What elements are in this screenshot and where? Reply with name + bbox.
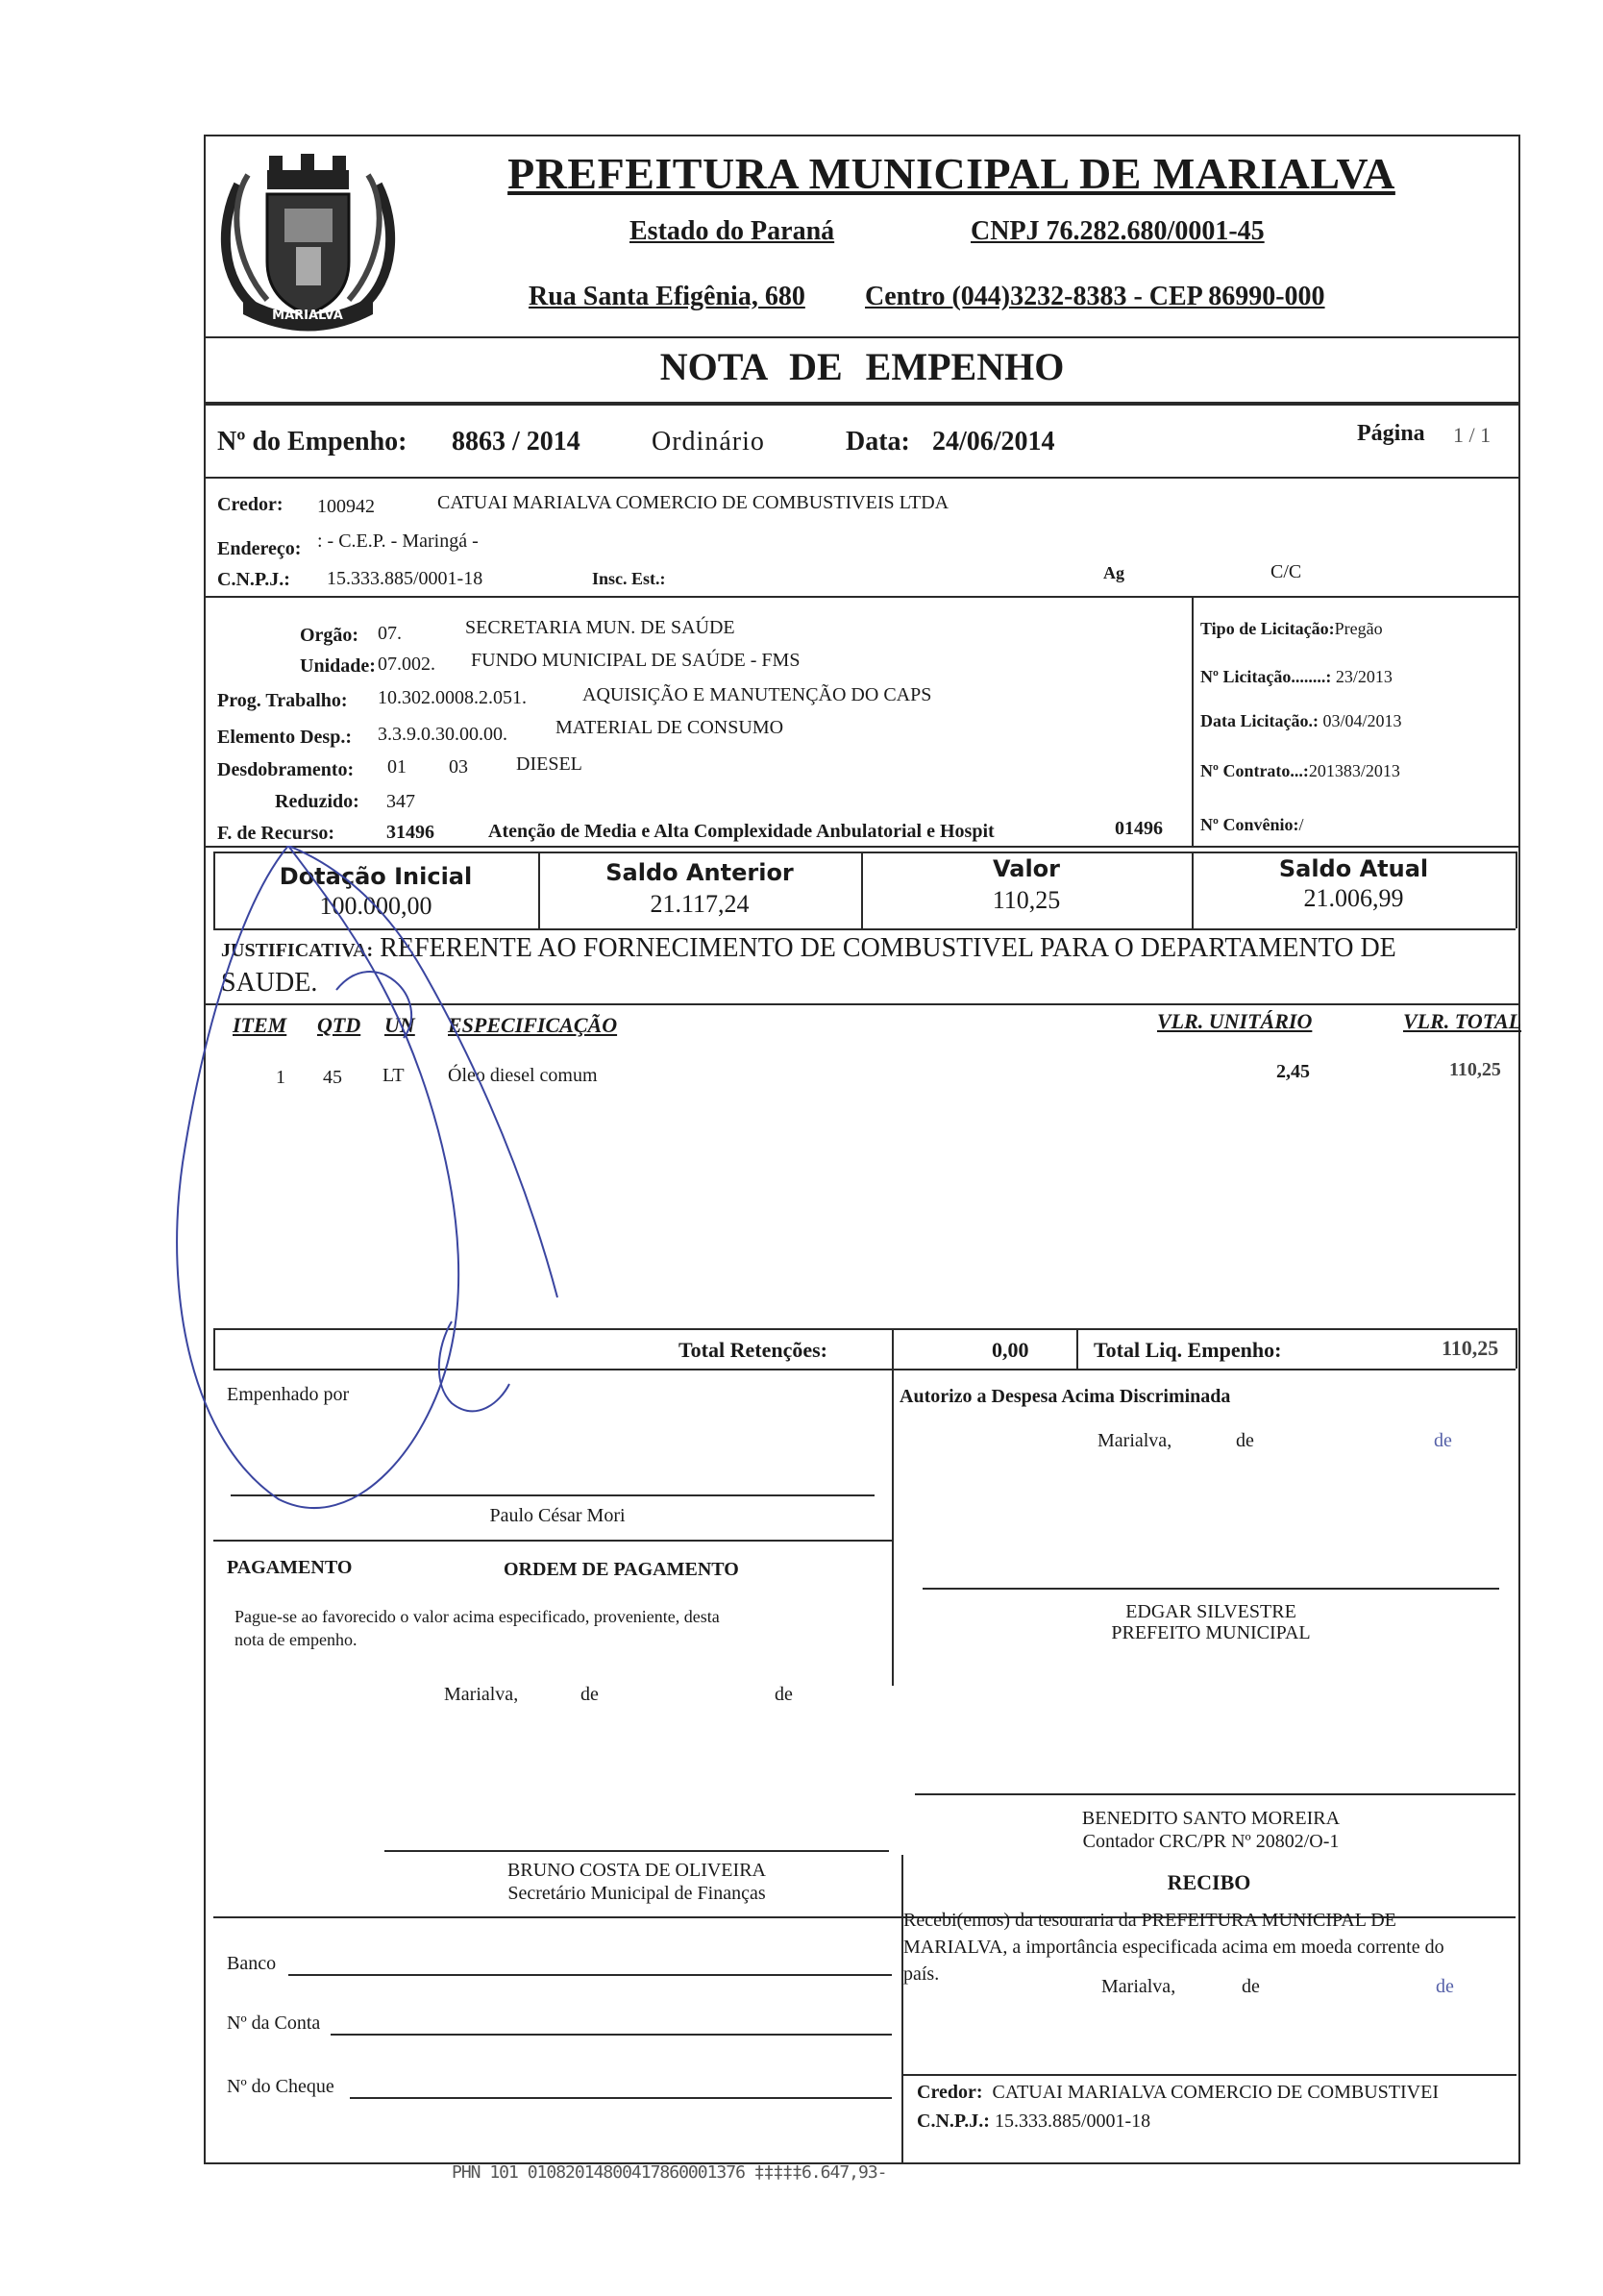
row-un: LT xyxy=(382,1065,405,1086)
autorizo-place: Marialva, xyxy=(1097,1430,1172,1451)
contrato-label: Nº Contrato...:201383/2013 xyxy=(1200,761,1400,780)
authentication-code: PHN 101 01082014800417860001376 ‡‡‡‡‡6.647,93- xyxy=(452,2162,887,2183)
empenho-number-label: Nº do Empenho: xyxy=(217,427,407,457)
dotacao-label: Dotação Inicial xyxy=(279,863,473,890)
empenhado-name: Paulo César Mori xyxy=(489,1505,626,1526)
autorizo-de-2: de xyxy=(1434,1430,1452,1451)
col-especificacao: ESPECIFICAÇÃO xyxy=(448,1013,618,1037)
secretario-signature: BRUNO COSTA DE OLIVEIRA Secretário Municipal de Finanças xyxy=(507,1860,766,1904)
unidade-label: Unidade: xyxy=(300,655,376,677)
tipo-licitacao-label: Tipo de Licitação:Pregão xyxy=(1200,619,1383,638)
crest-ribbon-text: MARIALVA xyxy=(272,309,343,323)
elemento-name: MATERIAL DE CONSUMO xyxy=(555,717,784,738)
credor-address: : - C.E.P. - Maringá - xyxy=(317,531,479,552)
prefeito-signature: EDGAR SILVESTRE PREFEITO MUNICIPAL xyxy=(1111,1601,1311,1643)
col-vlr-total: VLR. TOTAL xyxy=(1403,1009,1522,1033)
desdobramento-a: 01 xyxy=(387,756,407,778)
saldo-anterior-value: 21.117,24 xyxy=(650,890,750,918)
unidade-name: FUNDO MUNICIPAL DE SAÚDE - FMS xyxy=(471,650,801,671)
recurso-code: 31496 xyxy=(386,822,434,843)
desdobramento-name: DIESEL xyxy=(516,753,582,775)
address-label: Endereço: xyxy=(217,538,302,559)
pagamento-place: Marialva, xyxy=(444,1684,519,1705)
pagamento-label: PAGAMENTO xyxy=(227,1557,353,1578)
recibo-de-1: de xyxy=(1242,1976,1260,1997)
prog-trabalho-label: Prog. Trabalho: xyxy=(217,690,348,711)
recurso-number: 01496 xyxy=(1115,818,1163,839)
prog-trabalho-name: AQUISIÇÃO E MANUTENÇÃO DO CAPS xyxy=(582,684,932,705)
row-vlr-unitario: 2,45 xyxy=(1276,1061,1310,1082)
row-especificacao: Óleo diesel comum xyxy=(448,1065,598,1086)
empenho-type: Ordinário xyxy=(652,427,765,457)
row-vlr-total: 110,25 xyxy=(1449,1059,1501,1080)
orgao-code: 07. xyxy=(378,623,402,644)
pagamento-de-1: de xyxy=(580,1684,599,1705)
conta-label: Nº da Conta xyxy=(227,2012,321,2034)
empenho-number: 8863 / 2014 xyxy=(452,427,580,457)
empenhado-por-label: Empenhado por xyxy=(227,1384,350,1405)
banco-label: Banco xyxy=(227,1953,277,1974)
data-licitacao-label: Data Licitação.: 03/04/2013 xyxy=(1200,711,1402,730)
ordem-pagamento-label: ORDEM DE PAGAMENTO xyxy=(504,1559,739,1580)
desdobramento-b: 03 xyxy=(449,756,468,778)
unidade-code: 07.002. xyxy=(378,654,435,675)
valor-label: Valor xyxy=(992,855,1060,882)
autorizo-de-1: de xyxy=(1236,1430,1254,1451)
elemento-code: 3.3.9.0.30.00.00. xyxy=(378,724,507,745)
recibo-de-2: de xyxy=(1436,1976,1454,1997)
cc-label: C/C xyxy=(1270,561,1302,582)
pagamento-de-2: de xyxy=(775,1684,793,1705)
reduzido-label: Reduzido: xyxy=(275,791,359,812)
recibo-place: Marialva, xyxy=(1101,1976,1176,1997)
desdobramento-label: Desdobramento: xyxy=(217,759,355,780)
retencoes-value: 0,00 xyxy=(992,1338,1029,1362)
contact-header: Centro (044)3232-8383 - CEP 86990-000 xyxy=(865,282,1325,311)
document-type: NOTA DE EMPENHO xyxy=(659,345,1065,388)
total-liq-label: Total Liq. Empenho: xyxy=(1094,1338,1282,1362)
elemento-label: Elemento Desp.: xyxy=(217,727,352,748)
saldo-atual-value: 21.006,99 xyxy=(1303,884,1404,912)
prog-trabalho-code: 10.302.0008.2.051. xyxy=(378,687,527,708)
recibo-text: Recebi(emos) da tesouraria da PREFEITURA MUNICIPAL DE MARIALVA, a importância especificada acima em moeda corrente do país. xyxy=(903,1910,1444,1985)
row-qtd: 45 xyxy=(323,1067,342,1088)
credor-label: Credor: xyxy=(217,494,284,515)
convenio-label: Nº Convênio:/ xyxy=(1200,815,1304,834)
recurso-label: F. de Recurso: xyxy=(217,823,335,844)
orgao-label: Orgão: xyxy=(300,625,359,646)
insc-est-label: Insc. Est.: xyxy=(592,569,666,588)
recibo-cnpj: C.N.P.J.: 15.333.885/0001-18 xyxy=(917,2111,1151,2132)
recurso-name: Atenção de Media e Alta Complexidade Anbulatorial e Hospit xyxy=(488,821,995,842)
empenho-date: 24/06/2014 xyxy=(932,427,1055,457)
justificativa: JUSTIFICATIVA: REFERENTE AO FORNECIMENTO DE COMBUSTIVEL PARA O DEPARTAMENTO DE SAUDE. xyxy=(221,933,1396,998)
col-vlr-unitario: VLR. UNITÁRIO xyxy=(1157,1009,1313,1033)
credor-code: 100942 xyxy=(317,496,375,517)
credor-cnpj: 15.333.885/0001-18 xyxy=(327,568,483,589)
page-title: PREFEITURA MUNICIPAL DE MARIALVA xyxy=(507,149,1395,198)
autorizo-label: Autorizo a Despesa Acima Discriminada xyxy=(900,1386,1231,1407)
credor-name: CATUAI MARIALVA COMERCIO DE COMBUSTIVEIS LTDA xyxy=(437,492,949,513)
pagamento-text: Pague-se ao favorecido o valor acima especificado, proveniente, desta nota de empenho. xyxy=(234,1607,720,1649)
col-qtd: QTD xyxy=(317,1013,361,1037)
total-liq-value: 110,25 xyxy=(1442,1336,1499,1360)
num-licitacao-label: Nº Licitação........: 23/2013 xyxy=(1200,667,1393,686)
contador-signature: BENEDITO SANTO MOREIRA Contador CRC/PR Nº 20802/O-1 xyxy=(1081,1808,1341,1852)
page-label: Página xyxy=(1357,421,1425,446)
valor-value: 110,25 xyxy=(992,886,1061,914)
ag-label: Ag xyxy=(1103,563,1124,582)
page-number: 1 / 1 xyxy=(1453,423,1492,447)
address-header: Rua Santa Efigênia, 680 xyxy=(529,282,805,311)
state-name: Estado do Paraná xyxy=(629,216,835,246)
col-un: UN xyxy=(384,1013,415,1037)
cheque-label: Nº do Cheque xyxy=(227,2076,334,2097)
orgao-name: SECRETARIA MUN. DE SAÚDE xyxy=(465,617,735,638)
municipal-crest-icon xyxy=(210,146,407,338)
cnpj-header: CNPJ 76.282.680/0001-45 xyxy=(971,216,1265,246)
dotacao-value: 100.000,00 xyxy=(319,892,432,920)
cnpj-label: C.N.P.J.: xyxy=(217,569,290,590)
col-item: ITEM xyxy=(233,1013,287,1037)
saldo-anterior-label: Saldo Anterior xyxy=(605,859,794,886)
recibo-label: RECIBO xyxy=(1167,1870,1251,1894)
reduzido-value: 347 xyxy=(386,791,415,812)
recibo-credor: Credor: CATUAI MARIALVA COMERCIO DE COMBUSTIVEI xyxy=(917,2082,1439,2103)
retencoes-label: Total Retenções: xyxy=(678,1338,827,1362)
date-label: Data: xyxy=(846,427,910,457)
row-item: 1 xyxy=(276,1067,285,1088)
saldo-atual-label: Saldo Atual xyxy=(1278,855,1429,882)
